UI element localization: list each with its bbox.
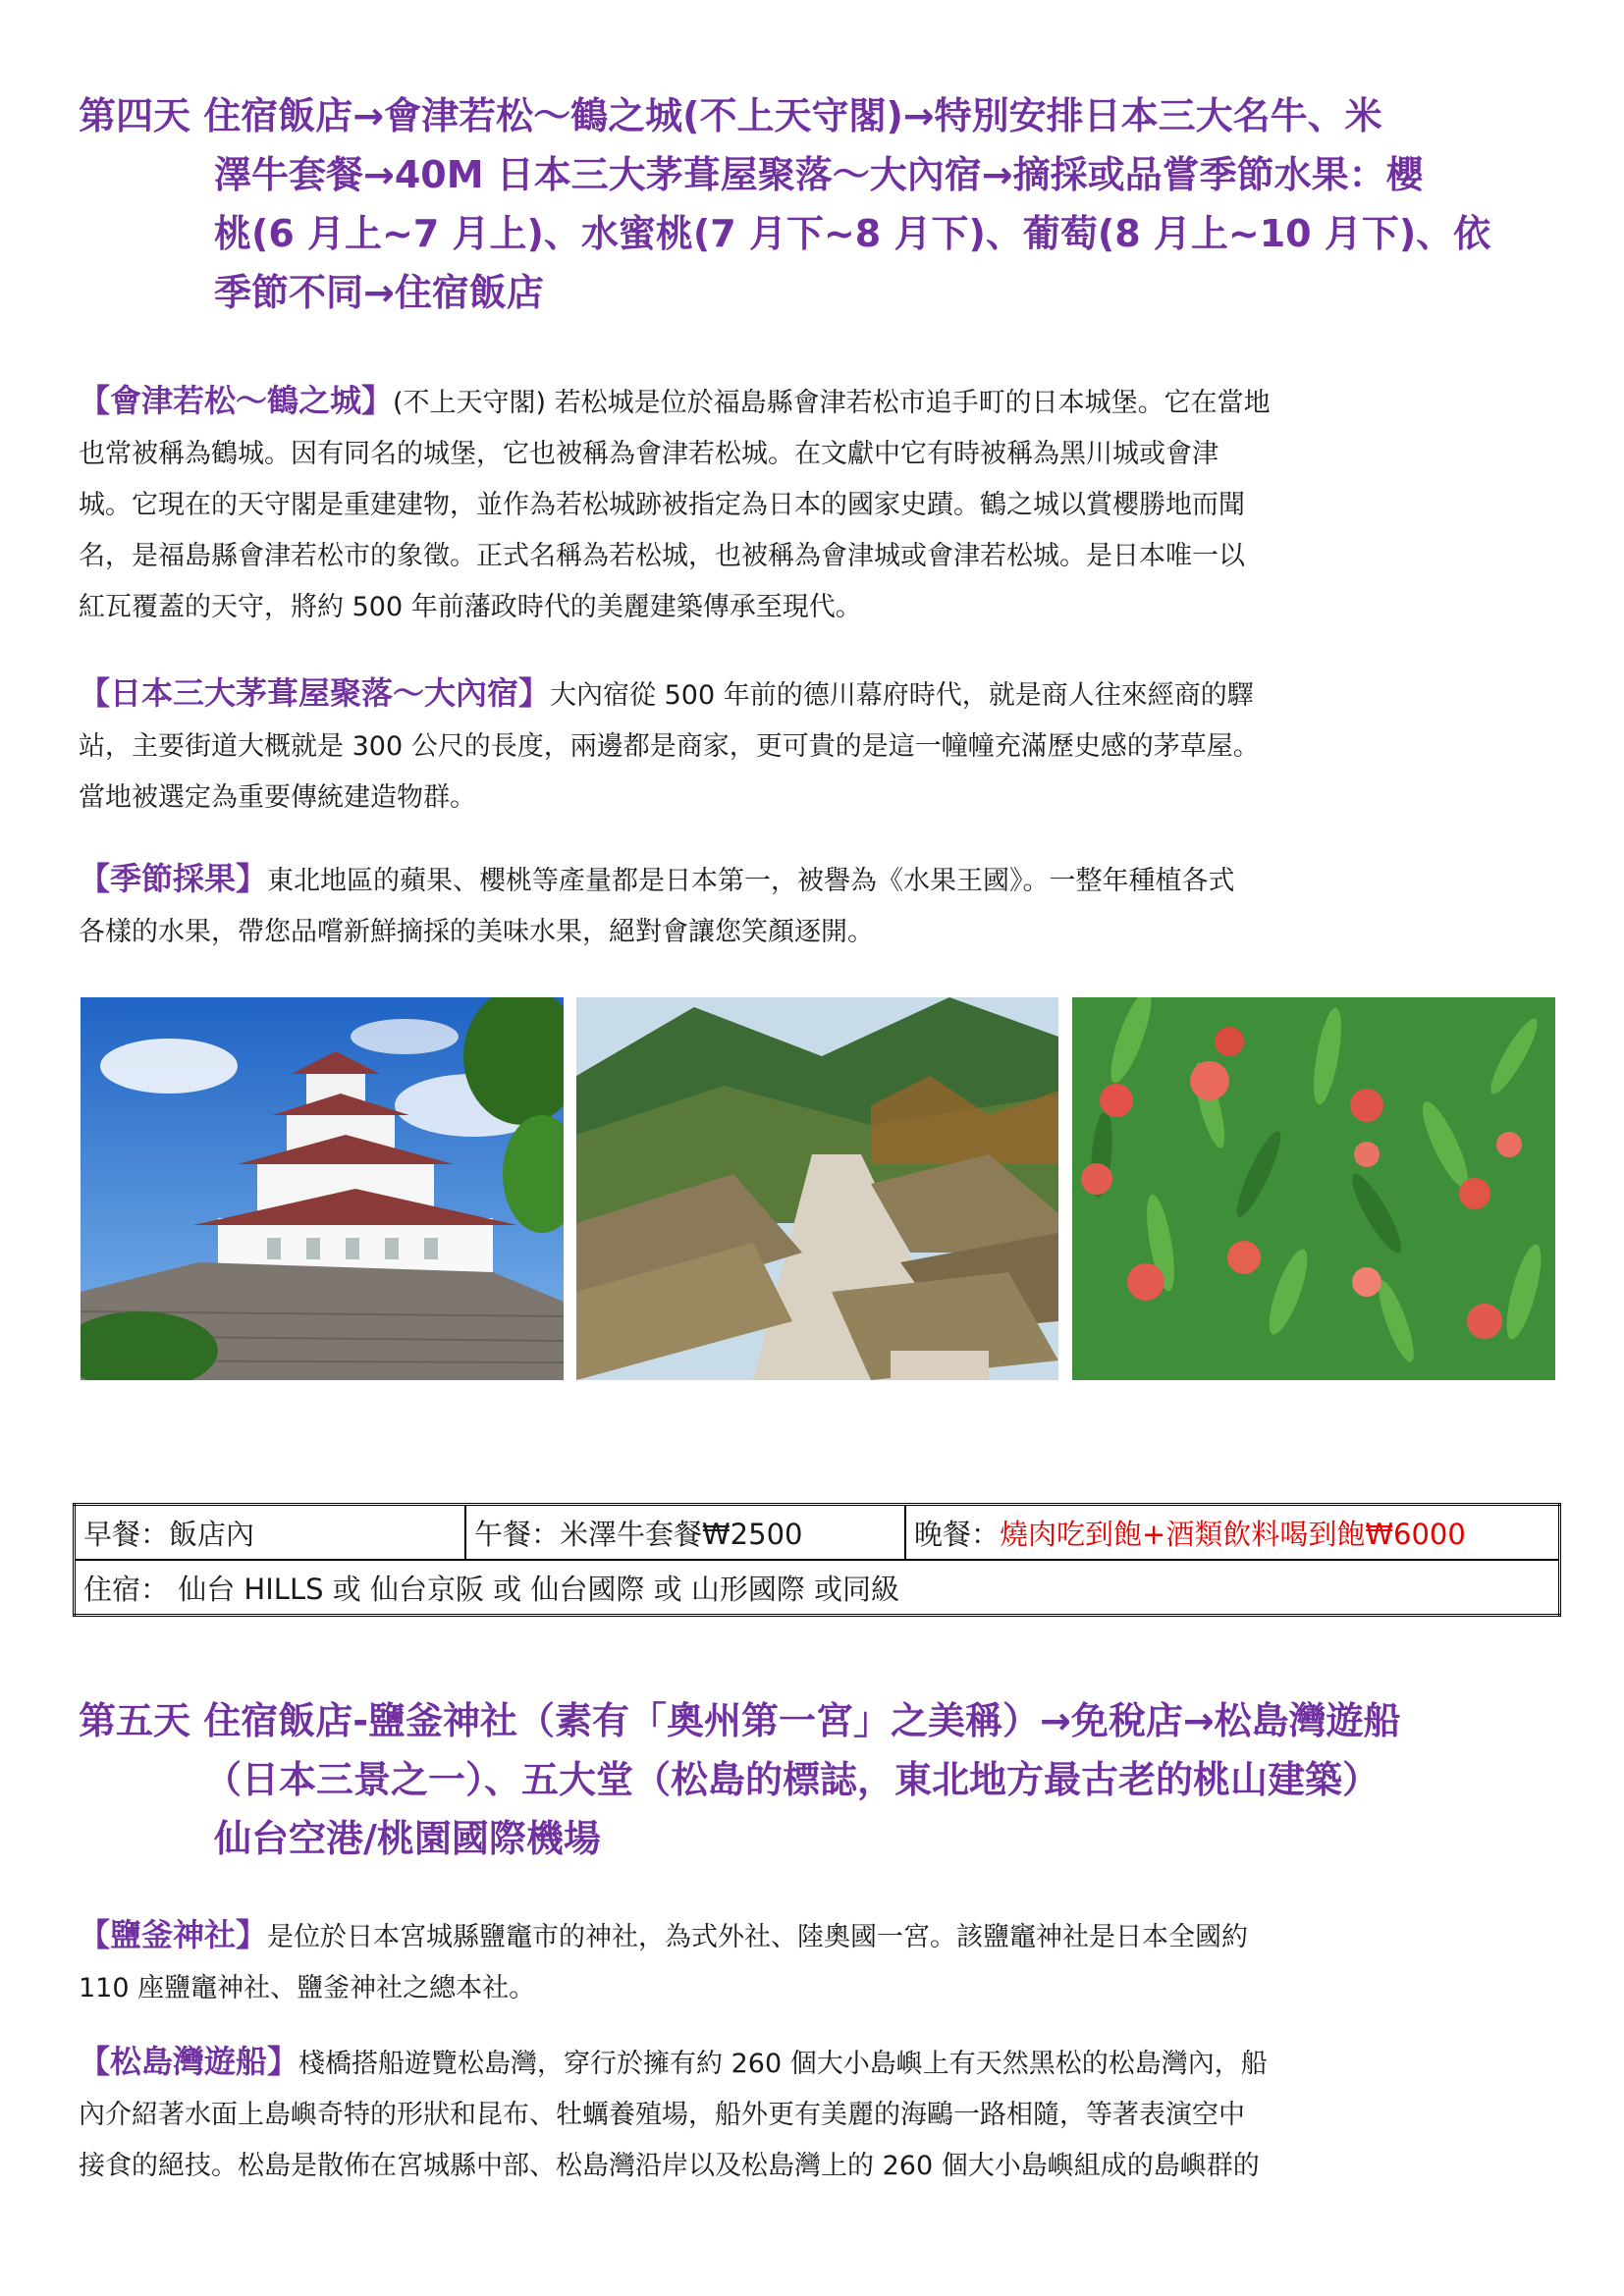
cruise-paragraph — [79, 2036, 1551, 2192]
castle-text-line: 紅瓦覆蓋的天守，將約 500 年前藩政時代的美麗建築傳承至現代。 — [79, 592, 862, 622]
breakfast-cell: 早餐：飯店內 — [75, 1505, 466, 1561]
castle-tag: 【會津若松～鶴之城】 — [79, 382, 394, 419]
cruise-text-line: 接食的絕技。松島是散佈在宮城縣中部、松島灣沿岸以及松島灣上的 260 個大小島嶼組成的島嶼群的 — [79, 2151, 1260, 2181]
meals-row — [75, 1505, 1560, 1561]
ouchijuku-paragraph — [79, 667, 1551, 824]
shrine-tag: 【鹽釜神社】 — [79, 1916, 268, 1953]
peach-photo — [1072, 997, 1555, 1380]
dinner-value: 燒肉吃到飽+酒類飲料喝到飽₩6000 — [1000, 1517, 1466, 1551]
hotel-row — [75, 1560, 1560, 1616]
ouchijuku-tag: 【日本三大茅葺屋聚落～大內宿】 — [79, 674, 551, 712]
dinner-cell — [905, 1505, 1560, 1561]
fruit-tag: 【季節採果】 — [79, 860, 268, 897]
ouchijuku-text-line: 站，主要街道大概就是 300 公尺的長度，兩邊都是商家，更可貴的是這一幢幢充滿歷史感的茅草屋。 — [79, 731, 1260, 762]
lunch-cell: 午餐：米澤牛套餐₩2500 — [465, 1505, 905, 1561]
cruise-text-line: 棧橋搭船遊覽松島灣，穿行於擁有約 260 個大小島嶼上有天然黑松的松島灣內，船 — [298, 2049, 1268, 2079]
day5-heading — [79, 1691, 1571, 1868]
shrine-text-line: 110 座鹽竈神社、鹽釜神社之總本社。 — [79, 1973, 536, 2003]
ouchijuku-text-line: 當地被選定為重要傳統建造物群。 — [79, 782, 476, 813]
meals-table — [73, 1503, 1561, 1617]
ouchijuku-text-line: 大內宿從 500 年前的德川幕府時代，就是商人往來經商的驛 — [550, 680, 1254, 711]
day4-heading-line: 桃(6 月上~7 月上)、水蜜桃(7 月下~8 月下)、葡萄(8 月上~10 月下)、依 — [214, 212, 1491, 255]
dinner-label: 晚餐： — [914, 1517, 1001, 1551]
ouchijuku-photo — [576, 997, 1058, 1380]
day4-heading — [79, 86, 1571, 322]
cruise-tag: 【松島灣遊船】 — [79, 2043, 299, 2080]
castle-text-line: 名，是福島縣會津若松市的象徵。正式名稱為若松城，也被稱為會津城或會津若松城。是日本唯一以 — [79, 541, 1245, 571]
shrine-text-line: 是位於日本宮城縣鹽竈市的神社，為式外社、陸奧國一宮。該鹽竈神社是日本全國約 — [267, 1922, 1249, 1952]
day4-heading-line: 季節不同→住宿飯店 — [214, 271, 544, 314]
day5-heading-line: （日本三景之一）、五大堂（松島的標誌，東北地方最古老的桃山建築） — [204, 1758, 1380, 1801]
hotel-cell: 住宿： 仙台 HILLS 或 仙台京阪 或 仙台國際 或 山形國際 或同級 — [75, 1560, 1560, 1616]
day4-heading-line: 澤牛套餐→40M 日本三大茅葺屋聚落～大內宿→摘採或品嘗季節水果：櫻 — [214, 153, 1424, 196]
castle-photo — [81, 997, 564, 1380]
fruit-paragraph — [79, 853, 1551, 958]
day4-heading-line: 第四天 住宿飯店→會津若松～鶴之城(不上天守閣)→特別安排日本三大名牛、米 — [79, 94, 1382, 137]
castle-paragraph — [79, 375, 1551, 633]
castle-text-line: (不上天守閣) 若松城是位於福島縣會津若松市追手町的日本城堡。它在當地 — [393, 388, 1271, 418]
day5-heading-line: 仙台空港/桃園國際機場 — [214, 1817, 601, 1860]
castle-text-line: 也常被稱為鶴城。因有同名的城堡，它也被稱為會津若松城。在文獻中它有時被稱為黑川城或會津 — [79, 439, 1218, 469]
castle-text-line: 城。它現在的天守閣是重建建物，並作為若松城跡被指定為日本的國家史蹟。鶴之城以賞櫻勝地而聞 — [79, 490, 1245, 520]
fruit-text-line: 東北地區的蘋果、櫻桃等產量都是日本第一，被譽為《水果王國》。一整年種植各式 — [267, 866, 1235, 896]
cruise-text-line: 內介紹著水面上島嶼奇特的形狀和昆布、牡蠣養殖場，船外更有美麗的海鷗一路相隨，等著表演空中 — [79, 2100, 1245, 2130]
fruit-text-line: 各樣的水果，帶您品嚐新鮮摘採的美味水果，絕對會讓您笑顏逐開。 — [79, 917, 874, 947]
shrine-paragraph — [79, 1909, 1551, 2014]
day5-heading-line: 第五天 住宿飯店-鹽釜神社（素有「奧州第一宮」之美稱）→免稅店→松島灣遊船 — [79, 1699, 1401, 1742]
